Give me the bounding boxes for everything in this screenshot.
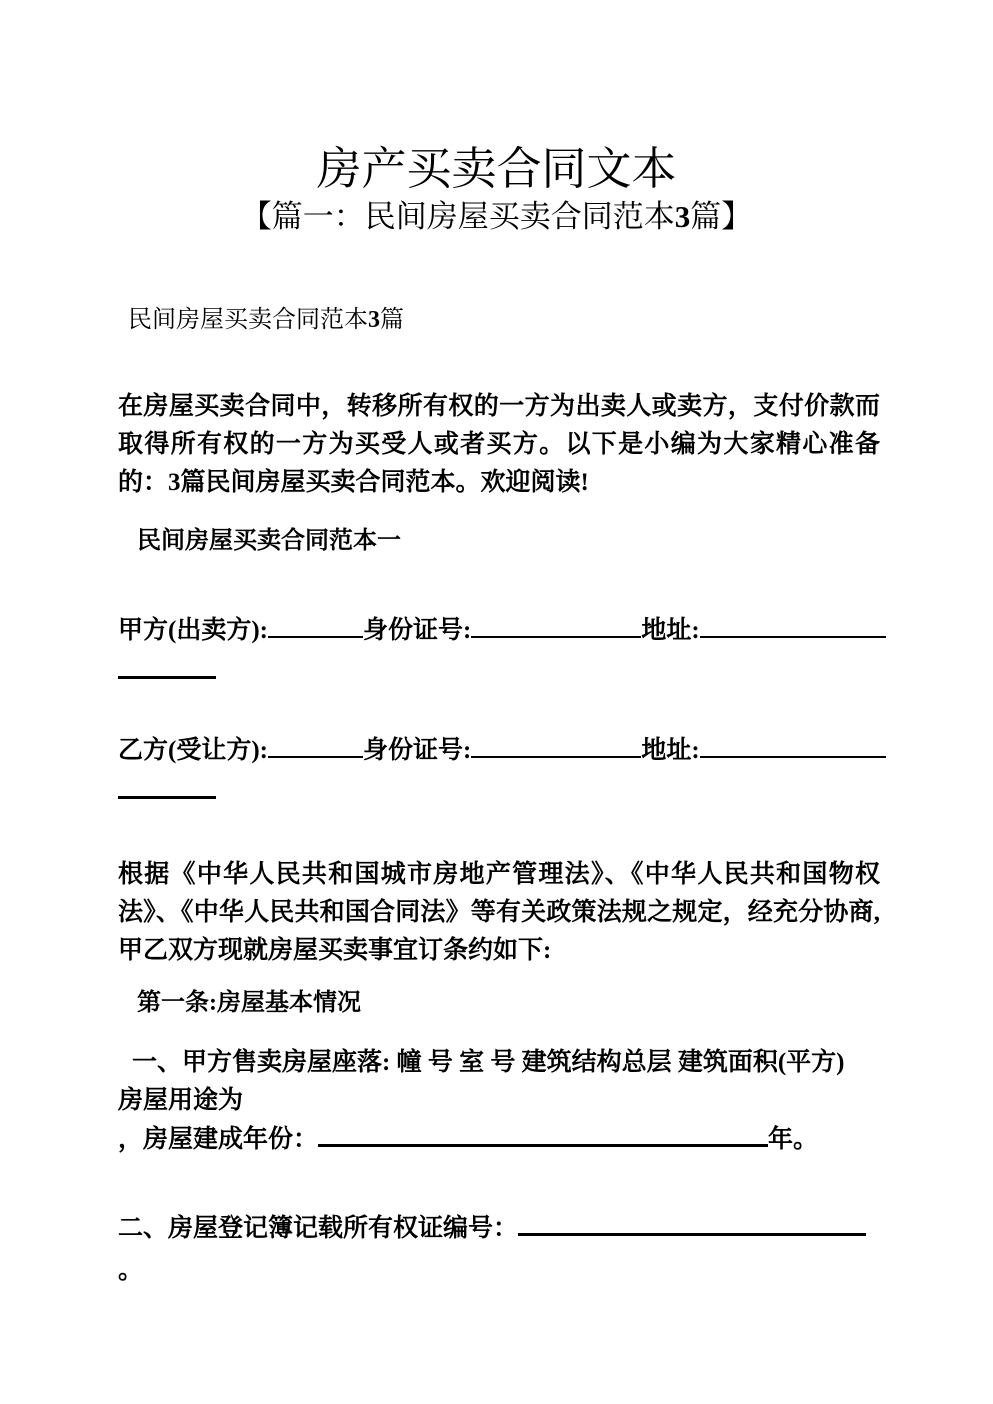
build-year-suffix: 年。 <box>768 1126 819 1153</box>
party-b-continuation-blank-field <box>118 772 216 799</box>
sample-collection-heading-pre: 民间房屋买卖合同范本 <box>128 307 368 333</box>
party-a-row-continuation <box>118 652 216 691</box>
party-b-label: 乙方(受让方): <box>118 737 268 764</box>
part-one-heading-pre: 【篇一：民间房屋买卖合同范本 <box>240 199 675 234</box>
ownership-certificate-label: 二、房屋登记簿记载所有权证编号： <box>118 1215 519 1242</box>
intro-paragraph <box>118 388 880 502</box>
article1-heading: 第一条:房屋基本情况 <box>137 990 361 1016</box>
ownership-certificate-line <box>118 1209 866 1248</box>
party-b-row-continuation <box>118 772 216 811</box>
party-a-label: 甲方(出卖方): <box>118 617 268 644</box>
party-b-id-label: 身份证号: <box>362 737 472 764</box>
build-year-line <box>118 1120 818 1159</box>
legal-basis-paragraph: 根据《中华人民共和国城市房地产管理法》、《中华人民共和国物权法》、《中华人民共和国合同法》等有关政策法规之规定，经充分协商,甲乙双方现就房屋买卖事宜订条约如下: <box>118 861 880 964</box>
party-a-address-label: 地址: <box>641 617 700 644</box>
part-one-heading-post: 篇】 <box>690 199 753 234</box>
part-one-heading-num: 3 <box>674 199 691 234</box>
intro-paragraph-post: 篇民间房屋买卖合同范本。欢迎阅读! <box>180 469 589 496</box>
sample-collection-heading <box>128 303 404 337</box>
build-year-label: ，房屋建成年份： <box>118 1126 319 1153</box>
party-b-row <box>118 732 886 770</box>
party-a-name-blank-field <box>268 612 363 638</box>
intro-paragraph-pre: 在房屋买卖合同中，转移所有权的一方为出卖人或卖方，支付价款而取得所有权的一方为买受人或者买方。以下是小编为大家精心准备的： <box>118 393 880 496</box>
party-b-name-blank-field <box>268 732 363 758</box>
party-a-id-label: 身份证号: <box>362 617 472 644</box>
sample-one-heading: 民间房屋买卖合同范本一 <box>137 528 401 554</box>
sample-collection-heading-num: 3 <box>368 307 380 333</box>
sample-collection-heading-post: 篇 <box>380 307 404 333</box>
party-b-address-label: 地址: <box>641 737 700 764</box>
party-b-id-blank-field <box>471 732 641 758</box>
trailing-period: 。 <box>118 1257 144 1284</box>
party-a-id-blank-field <box>471 612 641 638</box>
part-one-heading <box>0 196 993 238</box>
party-a-address-blank-field <box>700 612 886 638</box>
intro-paragraph-num: 3 <box>168 469 181 496</box>
article1-item1-line1: 一、甲方售卖房屋座落: 幢 号 室 号 建筑结构总层 建筑面积(平方) <box>132 1049 845 1076</box>
article1-item1-line2: 房屋用途为 <box>118 1087 244 1114</box>
party-b-address-blank-field <box>700 732 886 758</box>
build-year-blank-field <box>318 1120 768 1147</box>
page-title: 房产买卖合同文本 <box>316 144 677 195</box>
ownership-certificate-blank-field <box>518 1209 866 1236</box>
party-a-continuation-blank-field <box>118 652 216 679</box>
party-a-row <box>118 612 886 650</box>
